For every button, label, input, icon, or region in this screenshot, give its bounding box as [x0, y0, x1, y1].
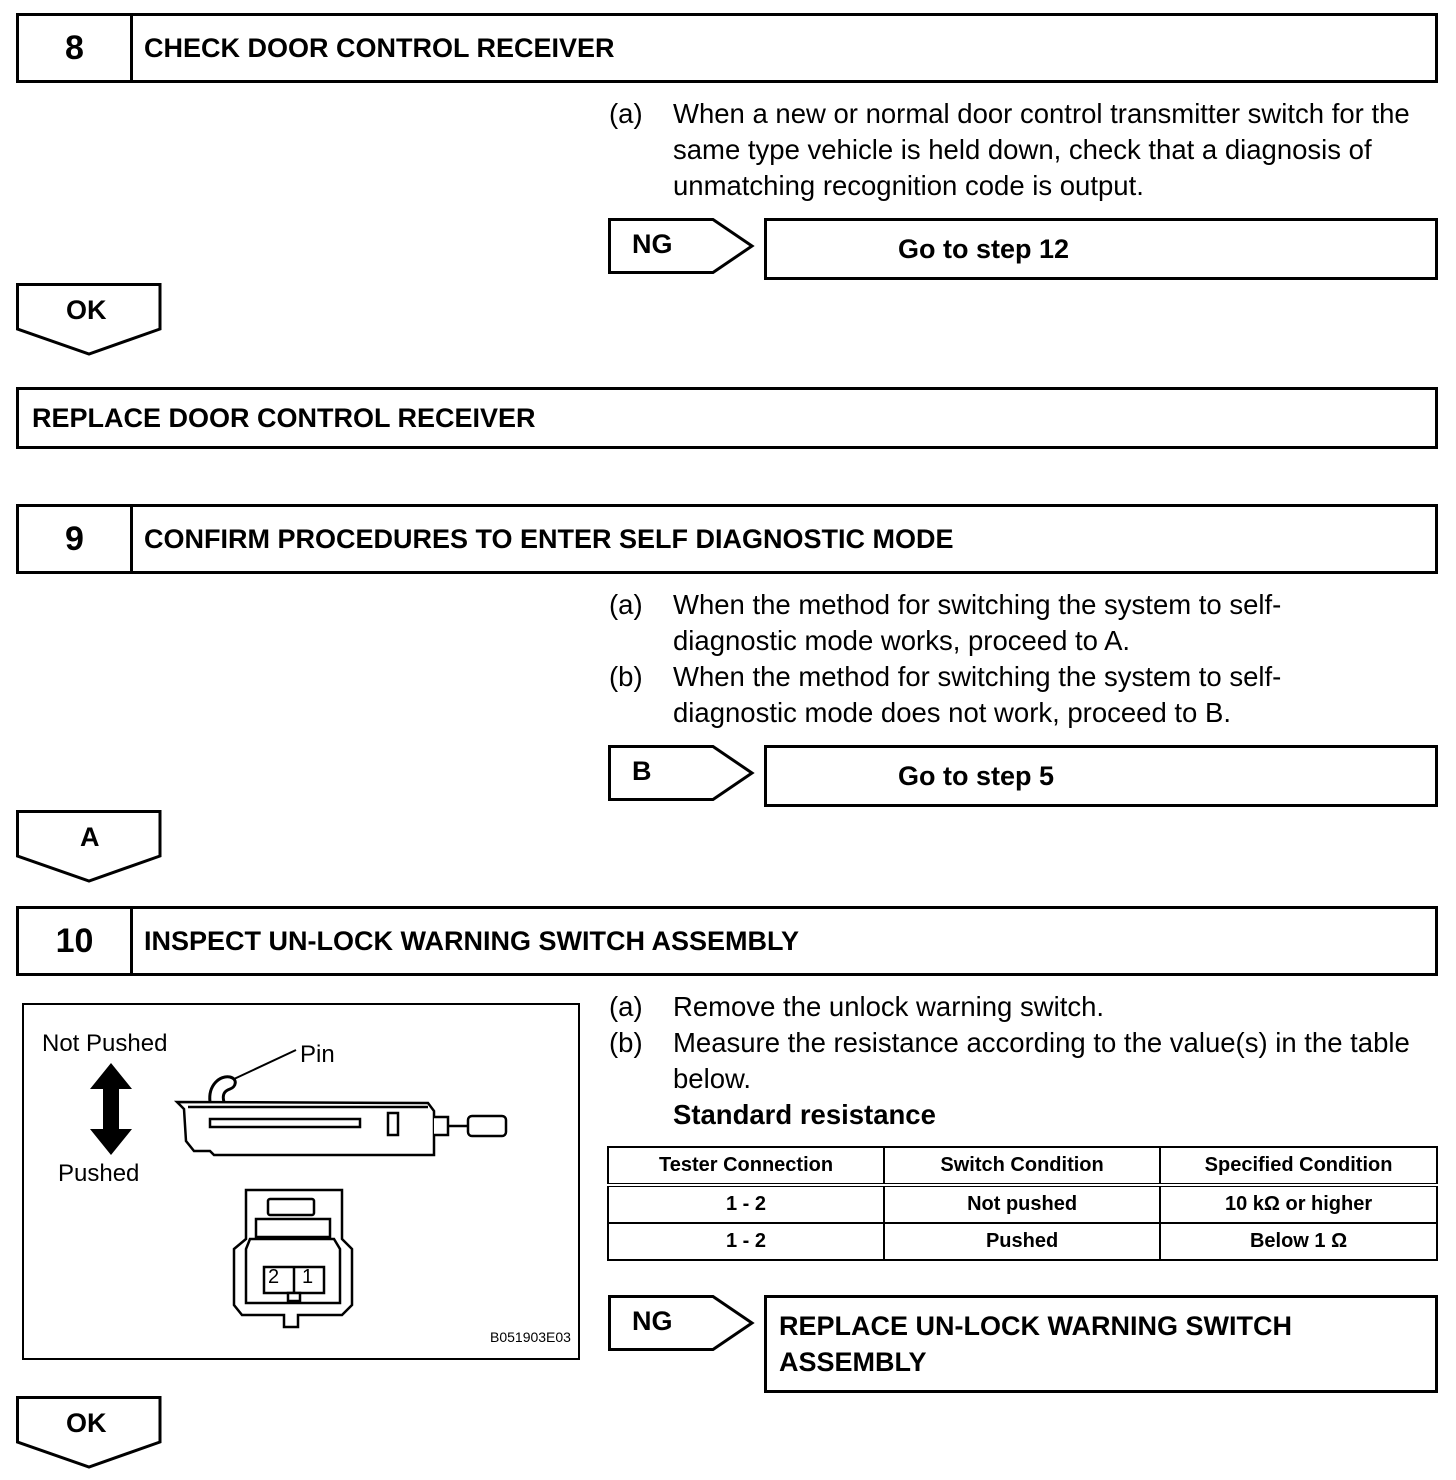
step-title: INSPECT UN-LOCK WARNING SWITCH ASSEMBLY: [144, 925, 800, 956]
switch-drawing: [24, 1005, 578, 1358]
pushed-label: Pushed: [58, 1160, 140, 1187]
not-pushed-label: Not Pushed: [42, 1030, 168, 1057]
item-text: When the method for switching the system to self-diagnostic mode does not work, proceed to B.: [673, 661, 1282, 728]
result-text: REPLACE DOOR CONTROL RECEIVER: [32, 402, 536, 433]
arrow-tag-shape: [608, 1295, 756, 1351]
pin-label: Pin: [300, 1041, 335, 1068]
branch-action-text: Go to step 5: [898, 760, 1055, 791]
item-text: Measure the resistance according to the value(s) in the table below.: [673, 1027, 1410, 1094]
branch-tag-label: NG: [632, 1306, 673, 1336]
step-number: 9: [19, 507, 133, 571]
item-marker: (a): [609, 589, 643, 620]
spec-label: Standard resistance: [673, 1099, 936, 1130]
item-text: When the method for switching the system to self-diagnostic mode works, proceed to A.: [673, 589, 1282, 656]
step-title: CHECK DOOR CONTROL RECEIVER: [144, 32, 615, 63]
step-8-result: [16, 387, 1438, 449]
item-marker: (a): [609, 98, 643, 129]
continue-tag-label: OK: [66, 1408, 107, 1438]
step-8-branch-action: [764, 218, 1438, 280]
connector-icon: [234, 1190, 352, 1327]
table-row: [608, 1185, 1437, 1223]
step-10-item-a: [609, 989, 1439, 1025]
step-8-ok-arrow: [16, 283, 164, 357]
branch-tag-label: NG: [632, 229, 673, 259]
step-10-branch-action: [764, 1295, 1438, 1393]
branch-tag-label: B: [632, 756, 652, 786]
table-header-cell: Specified Condition: [1160, 1147, 1437, 1185]
table-cell: 10 kΩ or higher: [1160, 1185, 1437, 1223]
item-marker: (a): [609, 991, 643, 1022]
item-marker: (b): [609, 661, 643, 692]
table-header-cell: Tester Connection: [608, 1147, 884, 1185]
step-10-ok-arrow: [16, 1396, 164, 1470]
step-9-b-tag: [608, 745, 756, 801]
step-number: 10: [19, 909, 133, 973]
step-8-item-a: [609, 96, 1439, 204]
branch-action-text: Go to step 12: [898, 233, 1070, 264]
step-9-item-a: [609, 587, 1389, 659]
item-text: When a new or normal door control transmitter switch for the same type vehicle is held down, check that a diagnosis of unmatching recognition code is output.: [673, 98, 1410, 201]
step-9-branch-action: [764, 745, 1438, 807]
step-9-a-arrow: [16, 810, 164, 884]
branch-action-text: REPLACE UN-LOCK WARNING SWITCH ASSEMBLY: [779, 1311, 1292, 1377]
arrow-tag-shape: [608, 745, 756, 801]
table-cell: 1 - 2: [608, 1223, 884, 1260]
table-cell: Not pushed: [884, 1185, 1160, 1223]
figure-code: B051903E03: [490, 1329, 571, 1345]
continue-tag-label: OK: [66, 295, 107, 325]
table-cell: Pushed: [884, 1223, 1160, 1260]
step-10-header: [16, 906, 1438, 976]
step-10-item-b: [609, 1025, 1439, 1097]
table-header-cell: Switch Condition: [884, 1147, 1160, 1185]
table-row: [608, 1223, 1437, 1260]
step-10-ng-tag: [608, 1295, 756, 1351]
item-marker: (b): [609, 1027, 643, 1058]
table-cell: 1 - 2: [608, 1185, 884, 1223]
step-8-header: [16, 13, 1438, 83]
resistance-table: [607, 1146, 1438, 1261]
switch-figure: [22, 1003, 580, 1360]
double-arrow-icon: [90, 1063, 132, 1155]
step-number: 8: [19, 16, 133, 80]
step-8-ng-tag: [608, 218, 756, 274]
continue-tag-label: A: [80, 822, 100, 852]
step-9-header: [16, 504, 1438, 574]
switch-body-icon: [177, 1102, 506, 1155]
table-cell: Below 1 Ω: [1160, 1223, 1437, 1260]
step-title: CONFIRM PROCEDURES TO ENTER SELF DIAGNOSTIC MODE: [144, 523, 954, 554]
terminal-2-label: 2: [268, 1266, 280, 1288]
item-text: Remove the unlock warning switch.: [673, 991, 1105, 1022]
arrow-tag-shape: [608, 218, 756, 274]
table-header-row: [608, 1147, 1437, 1185]
terminal-1-label: 1: [302, 1266, 314, 1288]
step-9-item-b: [609, 659, 1389, 731]
